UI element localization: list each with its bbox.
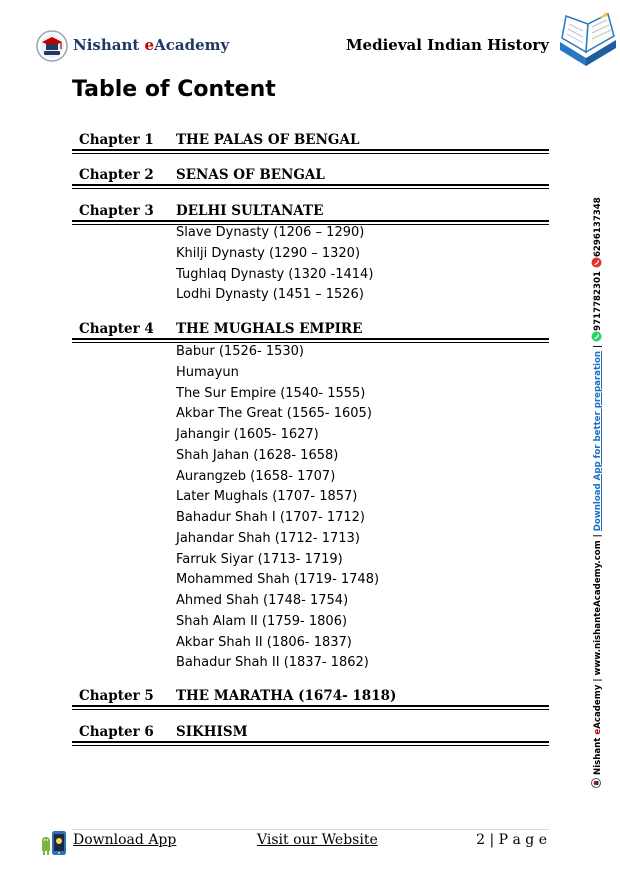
chapter-row: [72, 721, 549, 743]
chapter-number: Chapter 2: [79, 167, 154, 183]
academy-logo-icon: [36, 30, 68, 62]
chapter-row: [72, 685, 549, 707]
subtopic-item: Lodhi Dynasty (1451 – 1526): [176, 287, 364, 303]
subtopic-item: Jahangir (1605- 1627): [176, 427, 319, 442]
download-app-link[interactable]: Download App: [73, 832, 177, 848]
subtopic-item: Bahadur Shah I (1707- 1712): [176, 510, 365, 525]
chapter-title: SIKHISM: [176, 724, 248, 740]
chapter-row: [72, 200, 549, 222]
subject-title: Medieval Indian History: [345, 36, 549, 54]
sidebar-phone-1[interactable]: 9717782301: [593, 271, 603, 331]
subtopic-item: Khilji Dynasty (1290 – 1320): [176, 245, 361, 261]
chapter-title: THE MUGHALS EMPIRE: [176, 321, 363, 337]
subtopic-item: Mohammed Shah (1719- 1748): [176, 572, 380, 588]
chapter-title: THE MARATHA (1674- 1818): [176, 688, 397, 704]
subtopic-item: Farruk Siyar (1713- 1719): [176, 551, 343, 567]
subtopic-item: Akbar The Great (1565- 1605): [176, 406, 372, 422]
whatsapp-icon: [591, 331, 602, 342]
subtopic-item: Babur (1526- 1530): [176, 344, 304, 359]
chapter-divider: [72, 338, 549, 343]
chapter-number: Chapter 6: [79, 724, 154, 740]
subtopic-item: Ahmed Shah (1748- 1754): [176, 593, 349, 608]
footer-divider: [72, 829, 549, 830]
chapter-title: DELHI SULTANATE: [176, 203, 324, 219]
chapter-title: SENAS OF BENGAL: [176, 167, 325, 183]
chapter-divider: [72, 705, 549, 710]
subtopic-item: Slave Dynasty (1206 – 1290): [176, 225, 365, 240]
subtopic-item: Jahandar Shah (1712- 1713): [176, 530, 360, 546]
subtopic-item: Shah Jahan (1628- 1658): [176, 447, 339, 463]
mobile-app-icon[interactable]: [40, 829, 68, 857]
subtopic-item: The Sur Empire (1540- 1555): [176, 385, 366, 401]
sidebar-contact-strip: [588, 197, 608, 788]
page-footer: [0, 825, 620, 865]
subtopic-item: Aurangzeb (1658- 1707): [176, 468, 336, 484]
open-book-icon: [556, 12, 620, 70]
phone-icon: [591, 257, 602, 268]
subtopic-item: Shah Alam II (1759- 1806): [176, 613, 348, 629]
subtopic-item: Akbar Shah II (1806- 1837): [176, 634, 352, 650]
page-header: [0, 0, 620, 75]
sidebar-phone-2[interactable]: 6296137348: [593, 197, 603, 258]
chapter-divider: [72, 184, 549, 189]
chapter-number: Chapter 5: [79, 688, 154, 704]
subtopic-item: Humayun: [176, 364, 239, 380]
chapter-row: [72, 129, 549, 151]
sidebar-download-link[interactable]: Download App for better preparation: [593, 350, 603, 532]
chapter-divider: [72, 149, 549, 154]
subtopic-item: Later Mughals (1707- 1857): [176, 489, 358, 505]
visit-website-link[interactable]: Visit our Website: [257, 832, 378, 848]
page-number: 2 | P a g e: [476, 832, 547, 848]
chapter-row: [72, 164, 549, 186]
sidebar-brand: Nishant eAcademy: [593, 684, 603, 775]
subtopic-item: Tughlaq Dynasty (1320 -1414): [176, 266, 374, 282]
chapter-title: THE PALAS OF BENGAL: [176, 132, 360, 148]
chapter-number: Chapter 1: [79, 132, 154, 148]
academy-logo-icon: [591, 778, 601, 788]
chapter-number: Chapter 3: [79, 203, 154, 219]
page-title: Table of Content: [72, 77, 276, 102]
chapter-row: [72, 318, 549, 340]
brand-name: Nishant eAcademy: [73, 36, 230, 54]
chapter-divider: [72, 741, 549, 746]
sidebar-website[interactable]: www.nishanteAcademy.com: [593, 540, 603, 676]
chapter-number: Chapter 4: [79, 321, 154, 337]
sidebar-text: Nishant eAcademy | www.nishanteAcademy.com | Download App for better preparation | 9717782301 6296137348: [590, 268, 606, 788]
subtopic-item: Bahadur Shah II (1837- 1862): [176, 655, 369, 671]
